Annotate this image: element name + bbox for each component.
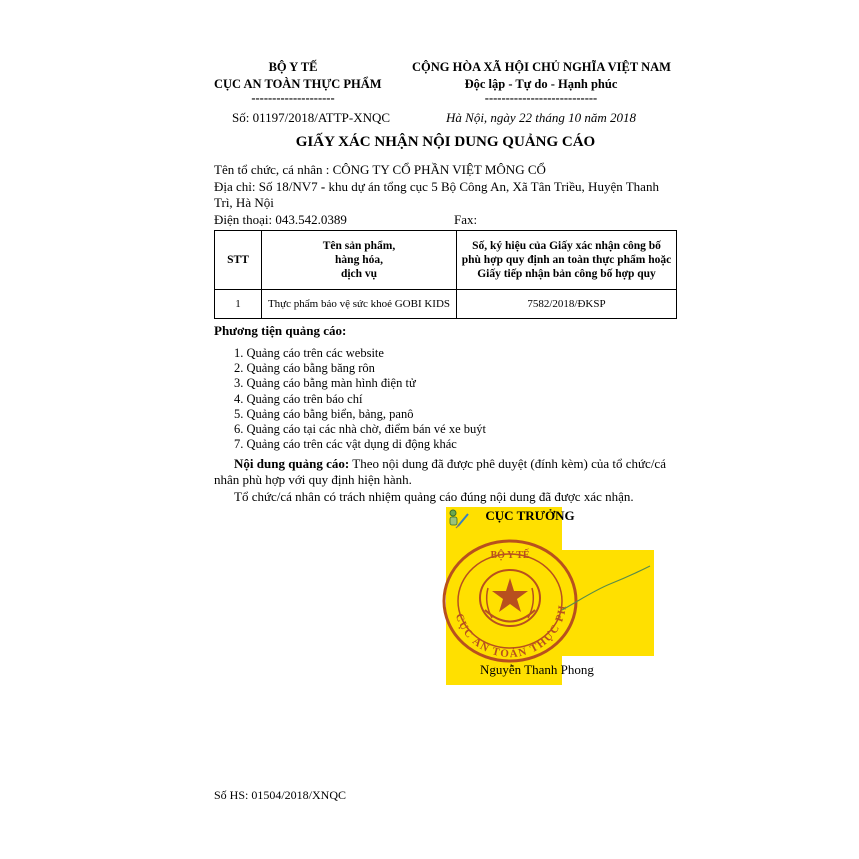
document-title: GIẤY XÁC NHẬN NỘI DUNG QUẢNG CÁO <box>295 134 596 150</box>
product-table <box>214 230 677 319</box>
official-stamp <box>440 538 580 664</box>
header-product <box>262 231 457 290</box>
header-certificate <box>457 231 677 290</box>
address-dash: - <box>320 179 326 194</box>
ministry-name: BỘ Y TẾ <box>268 60 318 74</box>
header-certificate-line: phù hợp quy định an toàn thực phẩm hoặc <box>461 254 672 266</box>
list-item: 3. Quảng cáo bằng màn hình điện tử <box>234 376 416 391</box>
organization-address <box>214 179 659 195</box>
file-number: Số HS: 01504/2018/XNQC <box>214 788 347 802</box>
handwritten-signature <box>560 560 655 615</box>
content-label: Nội dung quảng cáo: <box>234 456 350 471</box>
content-text: Theo nội dung đã được phê duyệt (đính kèm) của tổ chức/cá <box>349 456 666 471</box>
header-product-line: Tên sản phẩm, <box>322 240 396 252</box>
header-product-line: hàng hóa, <box>335 254 383 266</box>
list-item: 6. Quảng cáo tại các nhà chờ, điểm bán vé xe buýt <box>234 422 487 437</box>
organization-address-line2: Trì, Hà Nội <box>214 195 274 210</box>
responsibility-statement: Tổ chức/cá nhân có trách nhiệm quảng cáo đúng nội dung đã được xác nhận. <box>234 489 634 504</box>
organization-fax: Fax: <box>454 212 478 227</box>
organization-name: Tên tổ chức, cá nhân : CÔNG TY CỔ PHẦN VIỆT MÔNG CỔ <box>214 162 546 177</box>
table-header-row <box>215 231 677 290</box>
header-certificate-line: Số, ký hiệu của Giấy xác nhận công bố <box>472 240 661 252</box>
row-stt: 1 <box>215 290 262 319</box>
stamp-ring-text: CỤC AN TOÀN THỰC PH <box>452 603 570 661</box>
stamp-top-text: BỘ Y TẾ <box>490 550 530 561</box>
list-item: 7. Quảng cáo trên các vật dụng di động khác <box>234 437 457 452</box>
agency-name: CỤC AN TOÀN THỰC PHẨM <box>214 77 382 91</box>
header-stt: STT <box>215 231 262 290</box>
address-label: Địa chỉ: Số 18/NV7 <box>214 179 321 194</box>
document-number: Số: 01197/2018/ATTP-XNQC <box>232 110 391 125</box>
content-paragraph-line2: nhân phù hợp với quy định hiện hành. <box>214 472 412 487</box>
header-certificate-line: Giấy tiếp nhận bản công bố hợp quy <box>477 268 656 280</box>
organization-phone: Điện thoại: 043.542.0389 <box>214 212 347 227</box>
list-item: 1. Quảng cáo trên các website <box>234 346 384 360</box>
media-heading: Phương tiện quảng cáo: <box>214 323 347 338</box>
country-name: CỘNG HÒA XÃ HỘI CHỦ NGHĨA VIỆT NAM <box>412 60 671 74</box>
signer-name: Nguyễn Thanh Phong <box>480 662 594 677</box>
right-divider: --------------------------- <box>484 91 598 105</box>
issue-date: Hà Nội, ngày 22 tháng 10 năm 2018 <box>446 110 636 125</box>
list-item: 5. Quảng cáo bằng biển, bảng, panô <box>234 406 414 421</box>
national-motto: Độc lập - Tự do - Hạnh phúc <box>464 77 618 91</box>
row-certificate: 7582/2018/ĐKSP <box>457 290 677 319</box>
list-item: 4. Quảng cáo trên báo chí <box>234 391 363 406</box>
row-product: Thực phẩm bảo vệ sức khoẻ GOBI KIDS <box>262 290 457 319</box>
table-row <box>215 290 677 319</box>
header-product-line: dịch vụ <box>340 268 378 280</box>
address-rest: khu dự án tổng cục 5 Bộ Công An, Xã Tân Triều, Huyện Thanh <box>325 179 659 194</box>
list-item: 2. Quảng cáo bằng băng rôn <box>234 361 375 376</box>
media-list <box>234 346 486 452</box>
digital-signature-icon <box>447 508 471 530</box>
signer-title: CỤC TRƯỞNG <box>485 508 575 523</box>
left-divider: -------------------- <box>251 91 335 105</box>
content-paragraph <box>234 456 666 472</box>
